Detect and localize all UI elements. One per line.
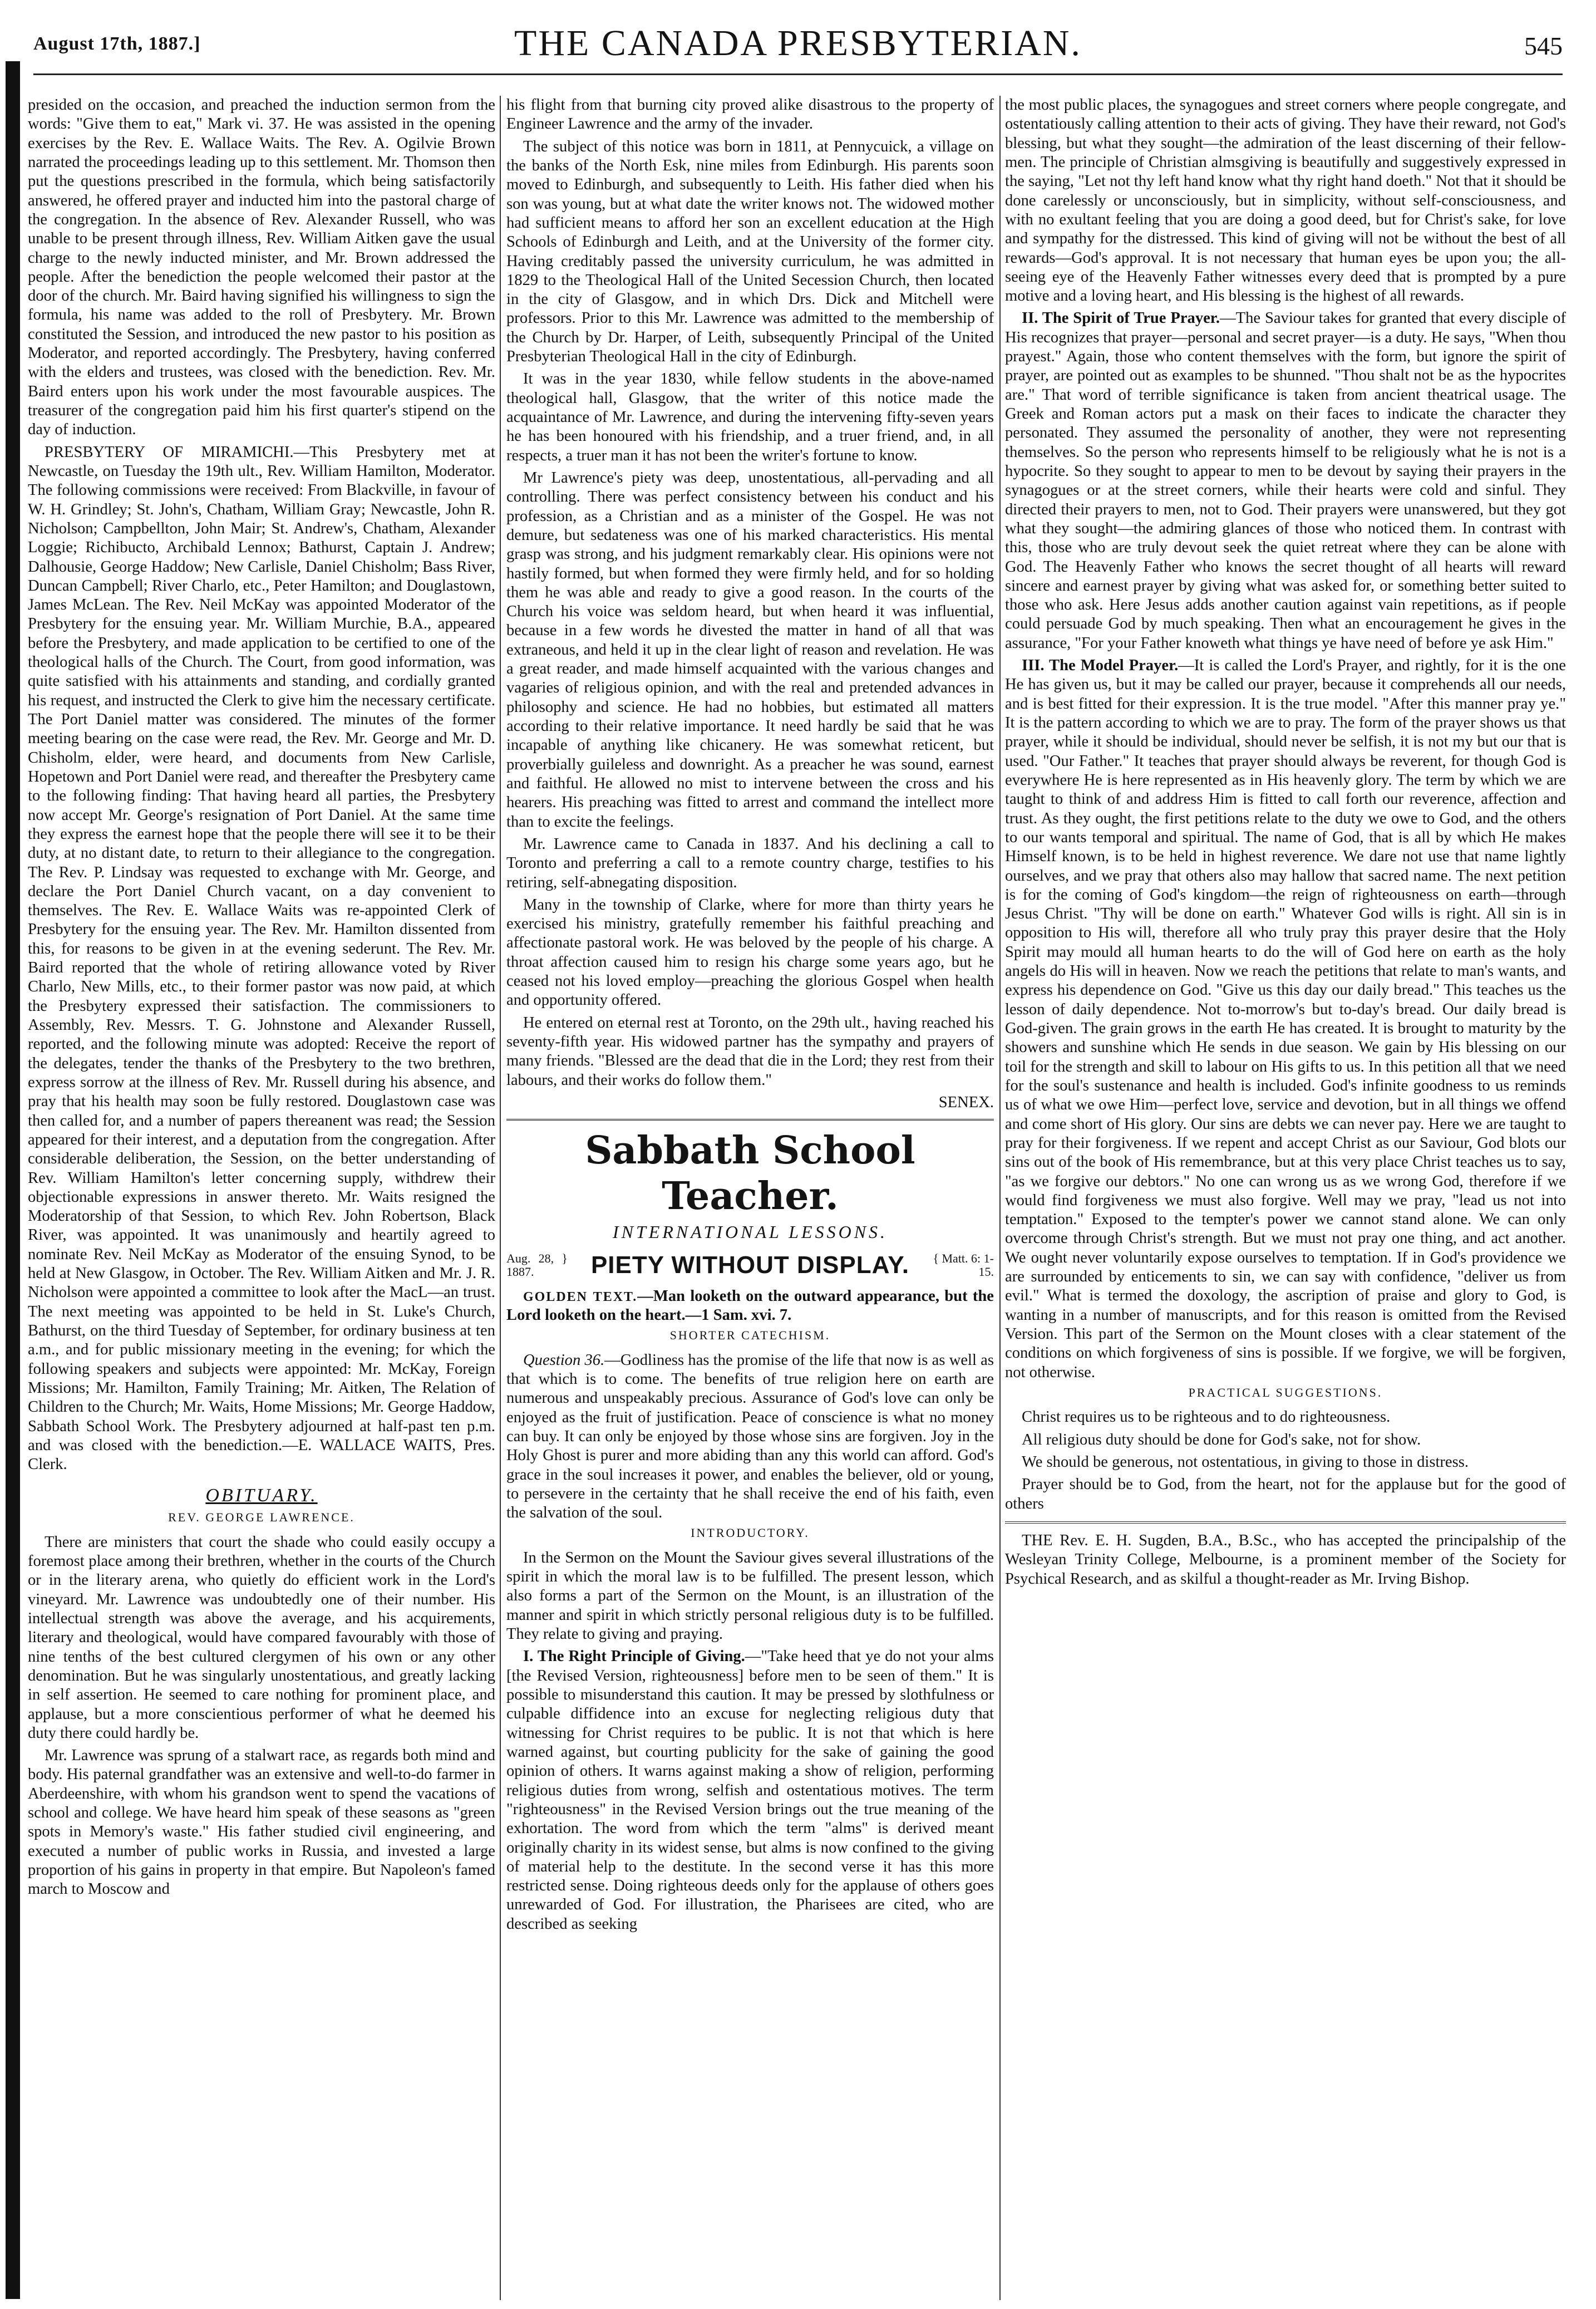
golden-text bbox=[506, 1287, 994, 1325]
suggestion: Prayer should be to God, from the heart, not for the applause but for the good of others bbox=[1005, 1476, 1566, 1512]
lesson-reference: { Matt. 6: 1-15. bbox=[933, 1251, 994, 1279]
introductory-heading: INTRODUCTORY. bbox=[691, 1526, 810, 1540]
column-2 bbox=[506, 96, 994, 2300]
obituary-paragraph: Mr. Lawrence was sprung of a stalwart race, as regards both mind and body. His paternal grandfather was an extensive and well-to-do farmer in Aberdeenshire, with whom his grandson went to spend the vacations of school and college. We have heard him speak of these seasons as "green spots in Memory's waste." His father studied civil engineering, and executed a number of public works in Russia, and invested a large proportion of his gains in property in that empire. But Napoleon's famed march to Moscow and bbox=[28, 1747, 495, 1898]
lesson-point bbox=[1005, 656, 1566, 1382]
lesson-series: INTERNATIONAL LESSONS. bbox=[612, 1222, 888, 1242]
catechism-heading: SHORTER CATECHISM. bbox=[669, 1328, 831, 1343]
column-rule bbox=[999, 96, 1001, 2300]
obituary-paragraph: He entered on eternal rest at Toronto, on the 29th ult., having reached his seventy-fifth year. His widowed partner has the sympathy and prayers of many friends. "Blessed are the dead that die in the Lord; they rest from their labours, and their works do follow them." bbox=[506, 1014, 994, 1089]
presbytery-report: PRESBYTERY OF MIRAMICHI.—This Presbytery met at Newcastle, on Tuesday the 19th ult., Rev. William Hamilton, Moderator. The following commissions were received: From Blackville, in favour of W. H. Grindley; St. John's, Chatham, William Gray; Newcastle, John R. Nicholson; Campbellton, John Mair; St. Andrew's, Chatham, Alexander Loggie; Richibucto, Archibald Lennox; Bathurst, Captain J. Andrew; Dalhousie, George Haddow; New Carlisle, Daniel Chisholm; Bass River, Duncan Campbell; River Charlo, etc., Peter Hamilton; and Douglastown, James McLean. The Rev. Neil McKay was appointed Moderator of the Presbytery for the ensuing year. Mr. William Murchie, B.A., appeared before the Presbytery, and made application to be certified to one of the theological halls of the Church. The Court, from good information, was quite satisfied with his attainments and standing, and cordially granted his request, and instructed the Clerk to give him the necessary certificate. The Port Daniel matter was considered. The minutes of the former meeting bearing on the case were read, the Rev. Mr. George and Mr. D. Chisholm, elder, were heard, and documents from New Carlisle, Hopetown and Port Daniel were read, and thereafter the Presbytery came to the following finding: That having heard all parties, the Presbytery now accept Mr. George's resignation of Port Daniel. At the same time they express the earnest hope that the people there will see it to be their duty, at no distant date, to return to their allegiance to the congregation. The Rev. P. Lindsay was requested to exchange with Mr. George, and declare the Port Daniel Church vacant, on a day convenient to themselves. The Rev. E. Wallace Waits was re-appointed Clerk of Presbytery for the ensuing year. The Rev. Mr. Hamilton dissented from this, for reasons to be given in at the evening sederunt. The Rev. Mr. Baird reported that the whole of retiring allowance voted by River Charlo, New Mills, etc., to their former pastor was now paid, at which the Presbytery expressed their satisfaction. The commissioners to Assembly, Rev. Messrs. T. G. Johnstone and Alexander Russell, reported, and the following minute was adopted: Receive the report of the delegates, tender the thanks of the Presbytery to the two brethren, express sorrow at the illness of Rev. Mr. Russell during his absence, and pray that his health may soon be fully restored. Douglastown case was then called for, and a number of papers thereanent was read; the Session appeared for their interest, and a deputation from the congregation. After considerable deliberation, the Session, on the better understanding of Rev. William Hamilton's letter concerning supply, withdrew their objectionable expressions in answer thereto. Mr. Waits resigned the Moderatorship of that Session, to which Rev. John Robertson, Black River, was appointed. It was unanimously and heartily agreed to nominate Rev. Neil McKay as Moderator of the ensuing Synod, to be held at New Glasgow, in October. The Rev. William Aitken and Mr. J. R. Nicholson were appointed a committee to look after the MacL—an trust. The next meeting was appointed to be held in St. Luke's Church, Bathurst, on the third Tuesday of September, for ordinary business at ten a.m., and for public missionary meeting in the evening; for which the following speakers and subjects were appointed: Mr. McKay, Foreign Missions; Mr. Hamilton, Family Training; Mr. Aitken, The Relation of Children to the Church; Mr. Waits, Home Missions; Mr. George Haddow, Sabbath School Work. The Presbytery adjourned at half-past ten p.m. and was closed with the benediction.—E. WALLACE WAITS, Pres. Clerk. bbox=[28, 443, 495, 1473]
column-1 bbox=[28, 96, 495, 2300]
lesson-point-title: I. The Right Principle of Giving. bbox=[523, 1648, 745, 1666]
binding-edge bbox=[6, 61, 20, 2299]
obituary-paragraph: It was in the year 1830, while fellow students in the above-named theological hall, Glasgow, that the writer of this notice made the acquaintance of Mr. Lawrence, and during the intervening fifty-seven years he has been honoured with his friendship, and a truer friend, and, in all respects, a truer man it has not been the writer's fortune to know. bbox=[506, 370, 994, 464]
lesson-point-title: II. The Spirit of True Prayer. bbox=[1022, 309, 1220, 327]
obituary-paragraph: Mr. Lawrence came to Canada in 1837. And his declining a call to Toronto and preferring a call to a remote country charge, testifies to his retiring, self-abnegating disposition. bbox=[506, 835, 994, 891]
introductory-paragraph: In the Sermon on the Mount the Saviour gives several illustrations of the spirit in which the moral law is to be fulfilled. The present lesson, which also forms a part of the Sermon on the Mount, is an illustration of the manner and spirit in which strictly personal religious duty is to be fulfilled. They relate to giving and praying. bbox=[506, 1549, 994, 1643]
golden-text-label: GOLDEN TEXT. bbox=[523, 1289, 638, 1304]
obituary-paragraph: The subject of this notice was born in 1811, at Pennycuick, a village on the banks of the North Esk, nine miles from Edinburgh. His parents soon moved to Edinburgh, and subsequently to Leith. His father died when his son was young, but at what date the writer knows not. The widowed mother had sufficient means to afford her son an excellent education at the High Schools of Edinburgh and Leith, and at the University of the former city. Having creditably passed the university curriculum, he was admitted in 1829 to the Theological Hall of the United Secession Church, then located in the city of Glasgow, and in which Drs. Dick and Mitchell were professors. Prior to this Mr. Lawrence was admitted to the membership of the Church by Dr. Harper, of Leith, subsequently Principal of the United Presbyterian Theological Hall in the city of Edinburgh. bbox=[506, 137, 994, 366]
golden-text-body: —Man looketh on the outward appearance, but the Lord looketh on the heart.—1 Sam. xvi. 7. bbox=[506, 1287, 994, 1324]
suggestion: All religious duty should be done for God's sake, not for show. bbox=[1022, 1431, 1421, 1448]
article-paragraph: presided on the occasion, and preached the induction sermon from the words: "Give them to eat," Mark vi. 37. He was assisted in the opening exercises by the Rev. E. Wallace Waits. The Rev. A. Ogilvie Brown narrated the proceedings leading up to this settlement. Mr. Thomson then put the questions prescribed in the formula, which being satisfactorily answered, he offered prayer and inducted him into the pastoral charge of the congregation. In the absence of Rev. Alexander Russell, who was unable to be present through illness, Rev. William Aitken gave the usual charge to the newly inducted minister, and Mr. Brown addressed the people. After the benediction the people welcomed their pastor at the door of the church. Mr. Baird having signified his willingness to sign the formula, his name was added to the roll of Presbytery. Mr. Brown constituted the Session, and introduced the new pastor to his position as Moderator, and reported accordingly. The Presbytery, having conferred with the elders and trustees, was closed with the benediction. Rev. Mr. Baird enters upon his work under the most favourable auspices. The treasurer of the congregation paid him his first quarter's stipend on the day of induction. bbox=[28, 96, 495, 439]
lesson-point-body: —"Take heed that ye do not your alms [the Revised Version, righteousness] before men to be seen of them." It is possible to misunderstand this caution. It may be pressed by slothfulness or culpable diffidence into an excuse for neglecting religious duty that witnessing for Christ requires to be public. It is not that which is here warned against, but courting publicity for the sake of gaining the good opinion of others. It warns against making a show of religion, performing religious duties from wrong, selfish and ostentatious motives. The term "righteousness" in the Revised Version brings out the true meaning of the exhortation. The word from which the term "alms" is derived meant originally charity in its widest sense, but alms is now confined to the giving of material help to the destitute. In the second verse it has this more restricted sense. Doing righteous deeds only for the applause of others goes unrewarded of God. For illustration, the Pharisees are cited, who are described as seeking bbox=[506, 1648, 994, 1933]
obituary-heading: OBITUARY. bbox=[205, 1485, 318, 1506]
catechism-body: —Godliness has the promise of the life that now is as well as that which is to come. The benefits of true religion here on earth are numerous and unspeakably precious. Assurance of God's love can only be enjoyed as the fruit of justification. Peace of conscience is what no money can buy. It can only be enjoyed by those whose sins are forgiven. Joy in the Holy Ghost is purer and more abiding than any this world can afford. God's grace in the soul increases it power, and enables the believer, old or young, to persevere in the certainty that he shall receive the end of his faith, even the salvation of the soul. bbox=[506, 1351, 994, 1522]
practical-suggestions-heading: PRACTICAL SUGGESTIONS. bbox=[1188, 1385, 1383, 1399]
lesson-point bbox=[506, 1647, 994, 1934]
question-label: Question 36. bbox=[523, 1351, 605, 1369]
lesson-point-body: —The Saviour takes for granted that every disciple of His recognizes that prayer—personal and secret prayer—is a duty. He says, "When thou prayest." Again, those who content themselves with the form, but ignore the spirit of prayer, are pointed out as examples to be shunned. "Thou shalt not be as the hypocrites are." That word of terrible significance is taken from ancient theatrical usage. The Greek and Roman actors put a mask on their faces to indicate the character they personated. They assumed the personality of another, they were not representing themselves. So the person who represents himself to be religiously what he is not is a hypocrite. So they sought to appear to men to be devout by saying their prayers in the synagogues or at the street corners, while their hearts were cold and sinful. They directed their prayers to men, not to God. Their prayers were unanswered, but they got what they sought—the admiring glances of those who noticed them. In contrast with this, those who are truly devout seek the quiet retreat where they can be alone with God. The Heavenly Father who knows the secret thought of all hearts will reward sincere and earnest prayer by giving what was asked for, or something better suited to those who ask. Here Jesus adds another caution against vain repetitions, as if people could persuade God by much speaking. Then what an encouragement he gives in the assurance, "For your Father knoweth what things ye have need of before ye ask Him." bbox=[1005, 309, 1566, 652]
suggestion: We should be generous, not ostentatious, in giving to those in distress. bbox=[1022, 1453, 1469, 1471]
obituary-paragraph: There are ministers that court the shade who could easily occupy a foremost place among their brethren, whether in the courts of the Church or in the literary arena, who quietly do efficient work in the Lord's vineyard. Mr. Lawrence was undoubtedly one of their number. His intellectual strength was above the average, and his acquirements, literary and theological, would have compared favourably with those of nine tenths of the best cultured clergymen of his own or any other denomination. But he was singularly unostentatious, and greatly lacking in self assertion. He seemed to care nothing for prominent place, and applause, but a more conscientious performer of what he deemed his duty there could hardly be. bbox=[28, 1533, 495, 1742]
news-notice: THE Rev. E. H. Sugden, B.A., B.Sc., who has accepted the principalship of the Wesleyan Trinity College, Melbourne, is a prominent member of the Society for Psychical Research, and as skilful a thought-reader as Mr. Irving Bishop. bbox=[1005, 1531, 1566, 1588]
issue-date: August 17th, 1887.] bbox=[33, 33, 201, 54]
obituary-subject: REV. GEORGE LAWRENCE. bbox=[168, 1510, 355, 1525]
obituary-paragraph: Mr Lawrence's piety was deep, unostentatious, all-pervading and all controlling. There was perfect consistency between his conduct and his profession, as a Christian and as a minister of the Gospel. He was not demure, but sedateness was one of his marked characteristics. His mental grasp was strong, and his judgment remarkably clear. His opinions were not hastily formed, but when formed they were firmly held, and for so holding them he was able and ready to give a good reason. In the courts of the Church his voice was seldom heard, but when heard it was influential, because in a few words he divested the matter in hand of all that was extraneous, and held it up in the clear light of reason and revelation. He was a great reader, and made himself acquainted with the various changes and vagaries of religious opinion, and with the real and pretended advances in philosophy and science. He had no hobbies, but estimated all matters according to their relative importance. It need hardly be said that he was incapable of anything like chicanery. He was somewhat reticent, but proverbially guileless and downright. As a preacher he was sound, earnest and faithful. He allowed no mist to intervene between the cross and his hearers. His preaching was fitted to arrest and command the intellect more than to excite the feelings. bbox=[506, 469, 994, 831]
obituary-paragraph: his flight from that burning city proved alike disastrous to the property of Engineer Lawrence and the army of the invader. bbox=[506, 96, 994, 133]
page-header bbox=[33, 12, 1563, 75]
lesson-paragraph: the most public places, the synagogues and street corners where people congregate, and ostentatiously calling attention to their acts of giving. They have their reward, not God's blessing, but what they sought—the admiration of the least discerning of their fellow-men. The principle of Christian almsgiving is beautifully and suggestively expressed in the saying, "Let not thy left hand know what thy right hand doeth." Not that it should be done carelessly or unconsciously, but in simplicity, without self-consciousness, and with no exultant feeling that you are doing a good deed, but for Christ's sake, for love and sympathy for the distressed. This kind of giving will not be without the best of all rewards—God's approval. It is not necessary that human eyes be upon you; the all-seeing eye of the Heavenly Father witnesses every deed that is prompted by a pure motive and a loving heart, and His blessing is the highest of all rewards. bbox=[1005, 96, 1566, 305]
lesson-point bbox=[1005, 309, 1566, 653]
lesson-header bbox=[506, 1251, 994, 1280]
catechism-paragraph bbox=[506, 1351, 994, 1523]
lesson-point-body: —It is called the Lord's Prayer, and rightly, for it is the one He has given us, but it may be called our prayer, because it comprehends all our needs, and is best fitted for their expression. It is the true model. "After this manner pray ye." It is the pattern according to which we are to pray. The form of the prayer shows us that prayer, while it should be individual, should never be selfish, it is not my but our that is used. "Our Father." It teaches that prayer should always be reverent, for though God is everywhere He is here represented as in His heavenly glory. The term by which we are taught to think of and address Him is fitted to call forth our reverence, affection and trust. As they ought, the first petitions relate to the duty we owe to God, and the others to our wants temporal and spiritual. The name of God, that is all by which He makes Himself known, is to be held in highest reverence. We dare not use that name lightly ourselves, and we pray that others also may hallow that sacred name. The next petition is for the coming of God's kingdom—the reign of righteousness on earth—through Jesus Christ. "Thy will be done on earth." Whatever God wills is right. All sin is in opposition to His will, therefore all who truly pray this prayer desire that the Holy Spirit may mould all human hearts to do the will of God here on earth as the holy angels do His will in heaven. Now we reach the petitions that relate to man's wants, and express his dependence on God. "Give us this day our daily bread." This teaches us the lesson of daily dependence. Not to-morrow's but to-day's bread. Our daily bread is God-given. The grain grows in the earth He has created. It is brought to maturity by the showers and sunshine which He sends in due season. We gain by His blessing on our toil for the strength and skill to labour on His gifts to us. In this petition all that we need for the soul's sustenance and health is included. God's infinite goodness to us reminds us of what we owe Him—perfect love, service and devotion, but in all things we offend and come short of His glory. Our sins are debts we can never pay. Here we are taught to pray for their forgiveness. If we repent and accept Christ as our Saviour, God blots our sins out of the book of His remembrance, but at this very place Christ teaches us to say, "as we forgive our debtors." No one can wrong us as we wrong God, therefore if we would find forgiveness we must also forgive. Well may we pray, "lead us not into temptation." Exposed to the tempter's power we cannot stand alone. We can only overcome through Christ's strength. But we must not pray one thing, and act another. We ought never voluntarily expose ourselves to temptation. If in God's providence we are surrounded by enticements to sin, we can say with confidence, "deliver us from evil." What is termed the doxology, the ascription of praise and glory to God, is wanting in a number of manuscripts, and for this reason is omitted from the Revised Version. This part of the Sermon on the Mount closes with a clear statement of the conditions on which forgiveness of sins is possible. If we forgive, we will be forgiven, not otherwise. bbox=[1005, 657, 1566, 1381]
column-3 bbox=[1005, 96, 1566, 2300]
masthead-title: THE CANADA PRESBYTERIAN. bbox=[514, 23, 1082, 63]
lesson-title: PIETY WITHOUT DISPLAY. bbox=[590, 1251, 910, 1279]
column-rule bbox=[500, 96, 501, 2300]
lesson-date: Aug. 28, } 1887. bbox=[506, 1251, 568, 1279]
suggestion: Christ requires us to be righteous and to do righteousness. bbox=[1022, 1408, 1391, 1426]
section-divider bbox=[1005, 1521, 1566, 1524]
lesson-point-title: III. The Model Prayer. bbox=[1022, 657, 1179, 675]
obituary-paragraph: Many in the township of Clarke, where for more than thirty years he exercised his ministry, gratefully remember his faithful preaching and affectionate pastoral work. He was beloved by the people of his charge. A throat affection caused him to resign his charge some years ago, but he ceased not his loved employ—preaching the glorious Gospel when health and opportunity offered. bbox=[506, 896, 994, 1009]
obituary-signature: SENEX. bbox=[938, 1093, 994, 1111]
section-title-sabbath-school: Sabbath School Teacher. bbox=[506, 1119, 994, 1219]
page-number: 545 bbox=[1524, 32, 1563, 60]
